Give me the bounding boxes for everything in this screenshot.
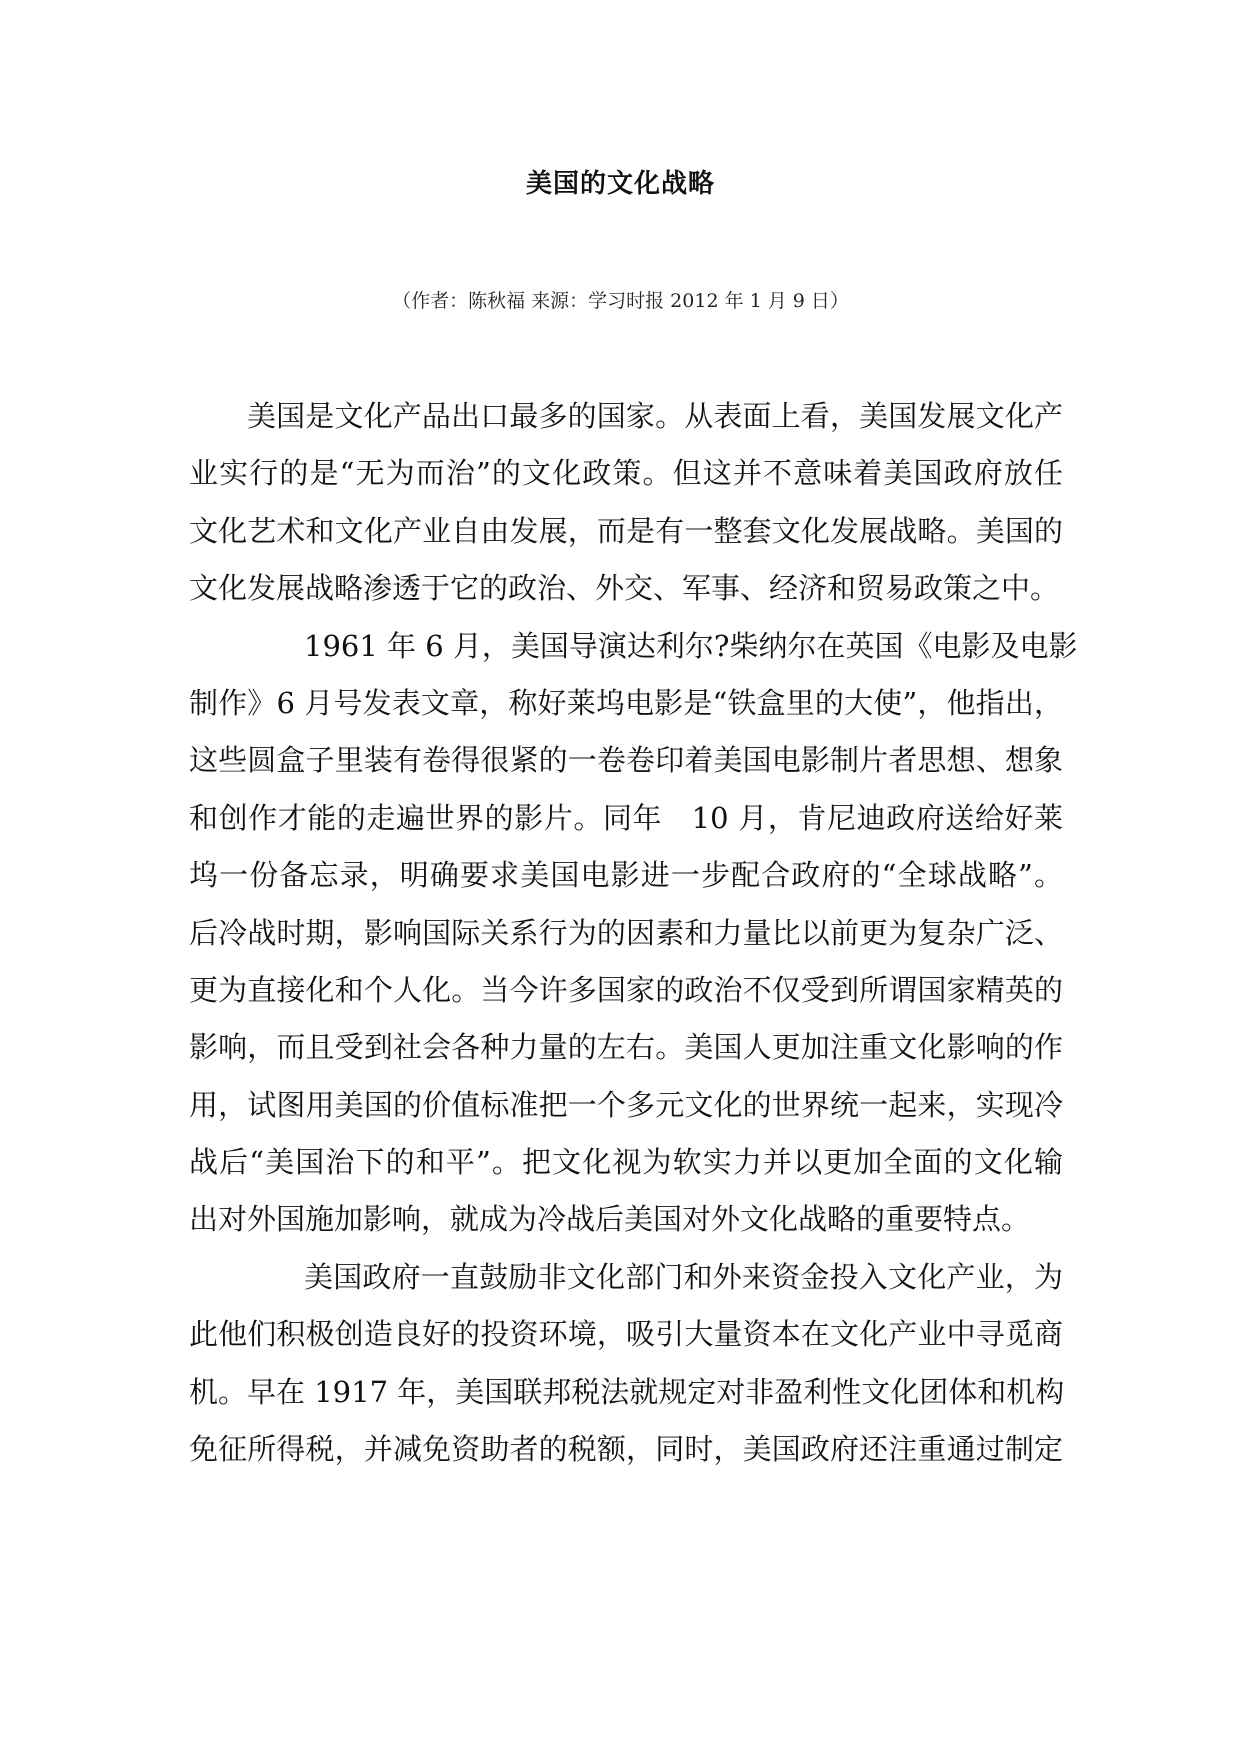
text-line: 免征所得税，并减免资助者的税额，同时，美国政府还注重通过制定: [189, 1432, 1063, 1467]
paragraph-3: [189, 1249, 1063, 1479]
paragraph-2: [189, 618, 1078, 1249]
text-line: 这些圆盒子里装有卷得很紧的一卷卷印着美国电影制片者思想、想象: [189, 743, 1063, 778]
text-line: 和创作才能的走遍世界的影片。同年 10 月，肯尼迪政府送给好莱: [189, 800, 1063, 835]
paragraph-1: [189, 388, 1063, 618]
text-line: 机。早在 1917 年，美国联邦税法就规定对非盈利性文化团体和机构: [189, 1374, 1065, 1409]
text-line: 坞一份备忘录，明确要求美国电影进一步配合政府的“全球战略”。: [189, 858, 1063, 893]
text-line: 业实行的是“无为而治”的文化政策。但这并不意味着美国政府放任: [189, 456, 1063, 491]
text-line: 文化发展战略渗透于它的政治、外交、军事、经济和贸易政策之中。: [189, 571, 1060, 606]
text-line: 出对外国施加影响，就成为冷战后美国对外文化战略的重要特点。: [189, 1202, 1031, 1237]
text-line: 美国是文化产品出口最多的国家。从表面上看，美国发展文化产: [247, 399, 1063, 433]
text-line: 用，试图用美国的价值标准把一个多元文化的世界统一起来，实现冷: [189, 1087, 1063, 1122]
text-line: 文化艺术和文化产业自由发展，而是有一整套文化发展战略。美国的: [189, 513, 1063, 548]
text-line: 制作》6 月号发表文章，称好莱坞电影是“铁盒里的大使”，他指出，: [189, 685, 1063, 720]
text-line: 美国政府一直鼓励非文化部门和外来资金投入文化产业，为: [304, 1259, 1063, 1294]
text-line: 更为直接化和个人化。当今许多国家的政治不仅受到所谓国家精英的: [189, 972, 1063, 1007]
text-line: 此他们积极创造良好的投资环境，吸引大量资本在文化产业中寻觅商: [189, 1317, 1063, 1352]
text-line: 影响，而且受到社会各种力量的左右。美国人更加注重文化影响的作: [189, 1030, 1063, 1065]
article-byline: （作者：陈秋福 来源：学习时报 2012 年 1 月 9 日）: [392, 290, 849, 312]
article-title: 美国的文化战略: [525, 169, 715, 199]
text-line: 战后“美国治下的和平”。把文化视为软实力并以更加全面的文化输: [189, 1145, 1063, 1180]
article-body: [189, 388, 1078, 1478]
text-line: 1961 年 6 月，美国导演达利尔?柴纳尔在英国《电影及电影: [304, 628, 1078, 663]
text-line: 后冷战时期，影响国际关系行为的因素和力量比以前更为复杂广泛、: [189, 915, 1063, 950]
